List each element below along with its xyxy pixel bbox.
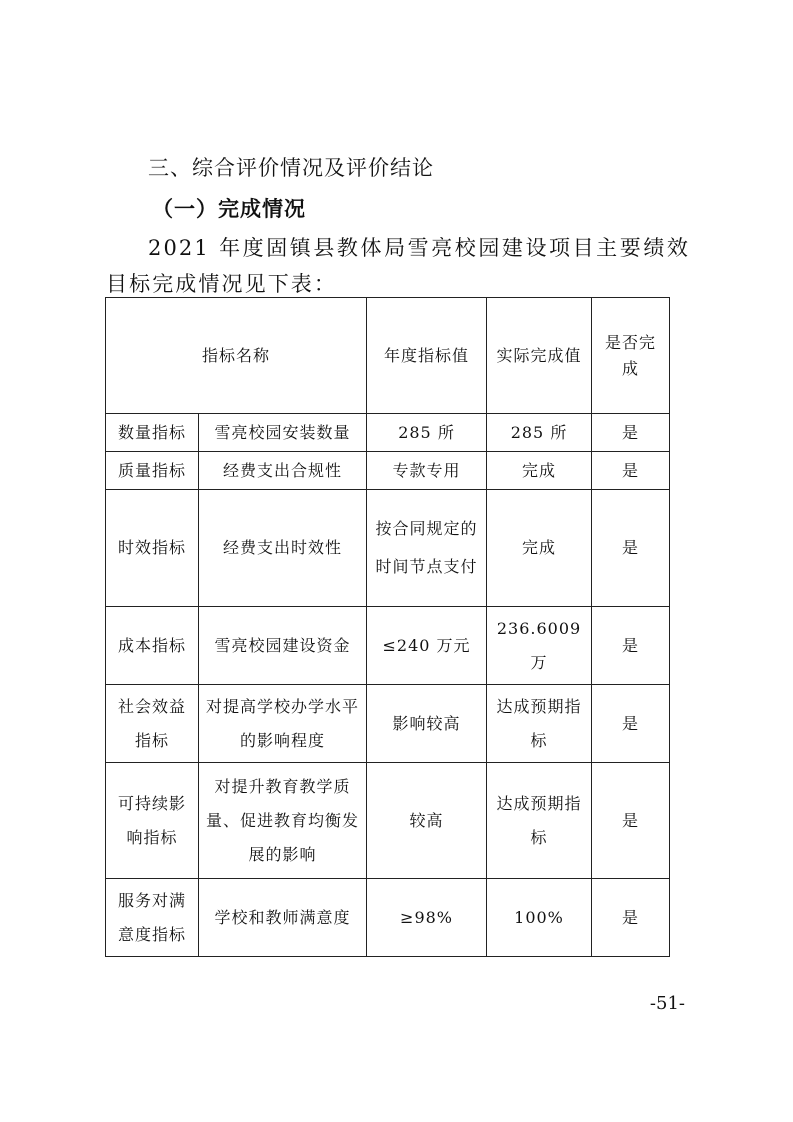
row-done: 是 <box>592 879 670 957</box>
row-item: 对提升教育教学质量、促进教育均衡发展的影响 <box>199 763 367 879</box>
header-actual-completion: 实际完成值 <box>487 298 592 414</box>
row-annual: 影响较高 <box>367 685 487 763</box>
row-annual: 285 所 <box>367 414 487 452</box>
row-actual: 完成 <box>487 452 592 490</box>
row-annual: ≥98% <box>367 879 487 957</box>
section-heading: 三、综合评价情况及评价结论 <box>148 156 434 180</box>
page-number: -51- <box>649 993 685 1014</box>
row-annual: 按合同规定的时间节点支付 <box>367 490 487 607</box>
header-completed: 是否完成 <box>592 298 670 414</box>
row-actual: 100% <box>487 879 592 957</box>
intro-paragraph: 2021 年度固镇县教体局雪亮校园建设项目主要绩效目标完成情况见下表： <box>106 236 690 296</box>
row-done: 是 <box>592 607 670 685</box>
row-actual: 达成预期指标 <box>487 685 592 763</box>
row-category: 成本指标 <box>106 607 199 685</box>
row-category: 社会效益指标 <box>106 685 199 763</box>
row-actual: 完成 <box>487 490 592 607</box>
header-annual-target: 年度指标值 <box>367 298 487 414</box>
row-category: 服务对满意度指标 <box>106 879 199 957</box>
table-row <box>106 763 670 879</box>
table-row <box>106 490 670 607</box>
subsection-heading: （一）完成情况 <box>152 197 306 221</box>
table-row <box>106 607 670 685</box>
row-done: 是 <box>592 452 670 490</box>
table-row <box>106 879 670 957</box>
header-indicator-name: 指标名称 <box>106 298 367 414</box>
row-category: 可持续影响指标 <box>106 763 199 879</box>
row-actual: 236.6009万 <box>487 607 592 685</box>
row-done: 是 <box>592 414 670 452</box>
row-category: 质量指标 <box>106 452 199 490</box>
row-item: 经费支出时效性 <box>199 490 367 607</box>
row-annual: 较高 <box>367 763 487 879</box>
row-item: 经费支出合规性 <box>199 452 367 490</box>
row-actual: 285 所 <box>487 414 592 452</box>
row-item: 雪亮校园安装数量 <box>199 414 367 452</box>
row-actual: 达成预期指标 <box>487 763 592 879</box>
row-category: 数量指标 <box>106 414 199 452</box>
row-done: 是 <box>592 490 670 607</box>
table-row <box>106 452 670 490</box>
row-item: 学校和教师满意度 <box>199 879 367 957</box>
row-done: 是 <box>592 685 670 763</box>
row-annual: ≤240 万元 <box>367 607 487 685</box>
row-item: 对提高学校办学水平的影响程度 <box>199 685 367 763</box>
table-header-row <box>106 298 670 414</box>
row-done: 是 <box>592 763 670 879</box>
table-row <box>106 685 670 763</box>
row-category: 时效指标 <box>106 490 199 607</box>
row-annual: 专款专用 <box>367 452 487 490</box>
row-item: 雪亮校园建设资金 <box>199 607 367 685</box>
table-row <box>106 414 670 452</box>
performance-table <box>105 297 670 957</box>
